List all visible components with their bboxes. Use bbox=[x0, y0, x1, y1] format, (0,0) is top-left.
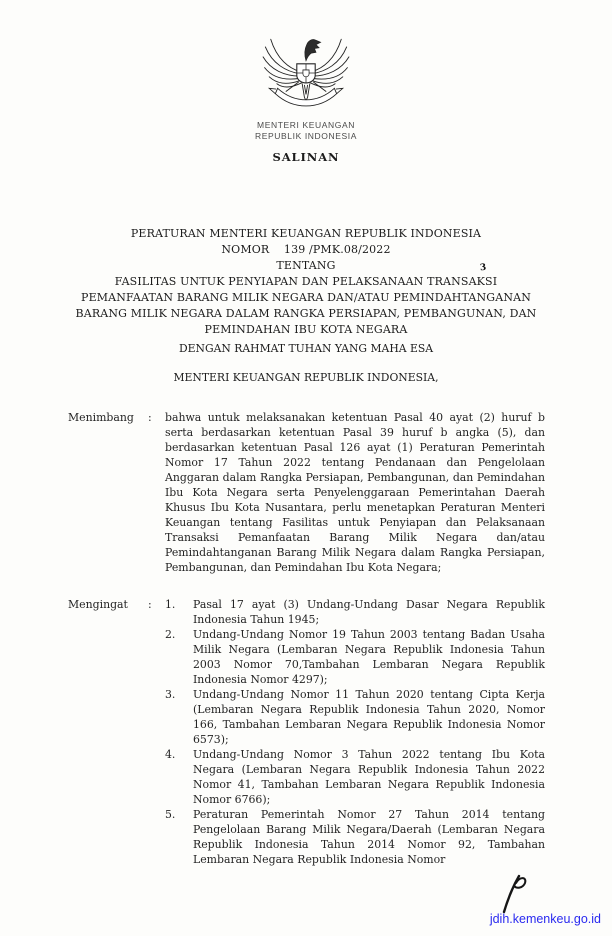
legal-basis-item bbox=[165, 687, 545, 747]
item-text: Pasal 17 ayat (3) Undang-Undang Dasar Negara Republik Indonesia Tahun 1945; bbox=[193, 598, 545, 626]
legal-basis-item bbox=[165, 627, 545, 687]
item-number: 2. bbox=[165, 628, 176, 641]
item-number: 5. bbox=[165, 808, 176, 821]
title-line-4: FASILITAS UNTUK PENYIAPAN DAN PELAKSANAAN TRANSAKSI bbox=[114, 275, 498, 288]
menimbang-text: bahwa untuk melaksanakan ketentuan Pasal 40 ayat (2) huruf b serta berdasarkan ketentuan Pasal 39 huruf b angka (5), dan berdasarkan ketentuan Pasal 126 ayat (1) Peraturan Pemerintah Nomor 17 Tahun 2022 tentang Pendanaan dan Pengelolaan Anggaran dalam Rangka Persiapan, Pembangunan, dan Pemindahan Ibu Kota Negara serta Penyelenggaraan Pemerintahan Daerah Khusus Ibu Kota Nusantara, perlu menetapkan Peraturan Menteri Keuangan tentang Fasilitas untuk Penyiapan dan Pelaksanaan Transaksi Pemanfaatan Barang Milik Negara dan/atau Pemindahtanganan Barang Milik Negara dalam Rangka Persiapan, Pembangunan, dan Pemindahan Ibu Kota Negara; bbox=[165, 411, 545, 574]
garuda-pancasila-emblem-icon bbox=[260, 33, 352, 113]
scan-artifact: 3 bbox=[479, 262, 487, 274]
regulation-title bbox=[34, 226, 578, 338]
salinan-stamp: SALINAN bbox=[272, 150, 340, 164]
footer-link[interactable]: jdih.kemenkeu.go.id bbox=[489, 912, 601, 926]
legal-basis-item bbox=[165, 747, 545, 807]
item-number: 1. bbox=[165, 598, 176, 611]
ministry-line2: REPUBLIK INDONESIA bbox=[255, 131, 357, 141]
paraf-initial-icon bbox=[496, 868, 538, 916]
menimbang-colon: : bbox=[148, 411, 152, 424]
letterhead bbox=[0, 33, 612, 164]
title-line-7: PEMINDAHAN IBU KOTA NEGARA bbox=[204, 323, 408, 336]
menimbang-label: Menimbang bbox=[68, 411, 134, 424]
ministry-name bbox=[0, 120, 612, 142]
title-line-tentang: TENTANG bbox=[276, 259, 336, 272]
title-line-6: BARANG MILIK NEGARA DALAM RANGKA PERSIAPAN, PEMBANGUNAN, DAN bbox=[75, 307, 537, 320]
item-text: Undang-Undang Nomor 19 Tahun 2003 tentang Badan Usaha Milik Negara (Lembaran Negara Republik Indonesia Tahun 2003 Nomor 70,Tambahan Lembaran Negara Republik Indonesia Nomor 4297); bbox=[193, 628, 545, 686]
item-number: 3. bbox=[165, 688, 176, 701]
mengingat-label: Mengingat bbox=[68, 598, 128, 611]
item-text: Peraturan Pemerintah Nomor 27 Tahun 2014 tentang Pengelolaan Barang Milik Negara/Daerah (Lembaran Negara Republik Indonesia Tahun 2014 Nomor 92, Tambahan Lembaran Negara Republik Indonesia Nomor bbox=[193, 808, 545, 866]
mengingat-colon: : bbox=[148, 598, 152, 611]
legal-basis-item bbox=[165, 807, 545, 867]
menimbang-clause bbox=[68, 410, 545, 575]
legal-basis-item bbox=[165, 597, 545, 627]
item-text: Undang-Undang Nomor 11 Tahun 2020 tentang Cipta Kerja (Lembaran Negara Republik Indonesia Tahun 2020, Nomor 166, Tambahan Lembaran Negara Republik Indonesia Nomor 6573); bbox=[193, 688, 545, 746]
item-text: Undang-Undang Nomor 3 Tahun 2022 tentang Ibu Kota Negara (Lembaran Negara Republik Indonesia Tahun 2022 Nomor 41, Tambahan Lembaran Negara Republik Indonesia Nomor 6766); bbox=[193, 748, 545, 806]
title-line-number: NOMOR 139 /PMK.08/2022 bbox=[221, 243, 391, 256]
issuer-line: MENTERI KEUANGAN REPUBLIK INDONESIA, bbox=[173, 371, 439, 384]
item-number: 4. bbox=[165, 748, 176, 761]
legal-basis-list bbox=[165, 597, 545, 867]
mengingat-clause bbox=[68, 597, 545, 867]
title-line-1: PERATURAN MENTERI KEUANGAN REPUBLIK INDONESIA bbox=[130, 227, 482, 240]
title-line-5: PEMANFAATAN BARANG MILIK NEGARA DAN/ATAU PEMINDAHTANGANAN bbox=[81, 291, 531, 304]
invocation-line: DENGAN RAHMAT TUHAN YANG MAHA ESA bbox=[178, 342, 434, 355]
ministry-line1: MENTERI KEUANGAN bbox=[257, 120, 355, 130]
